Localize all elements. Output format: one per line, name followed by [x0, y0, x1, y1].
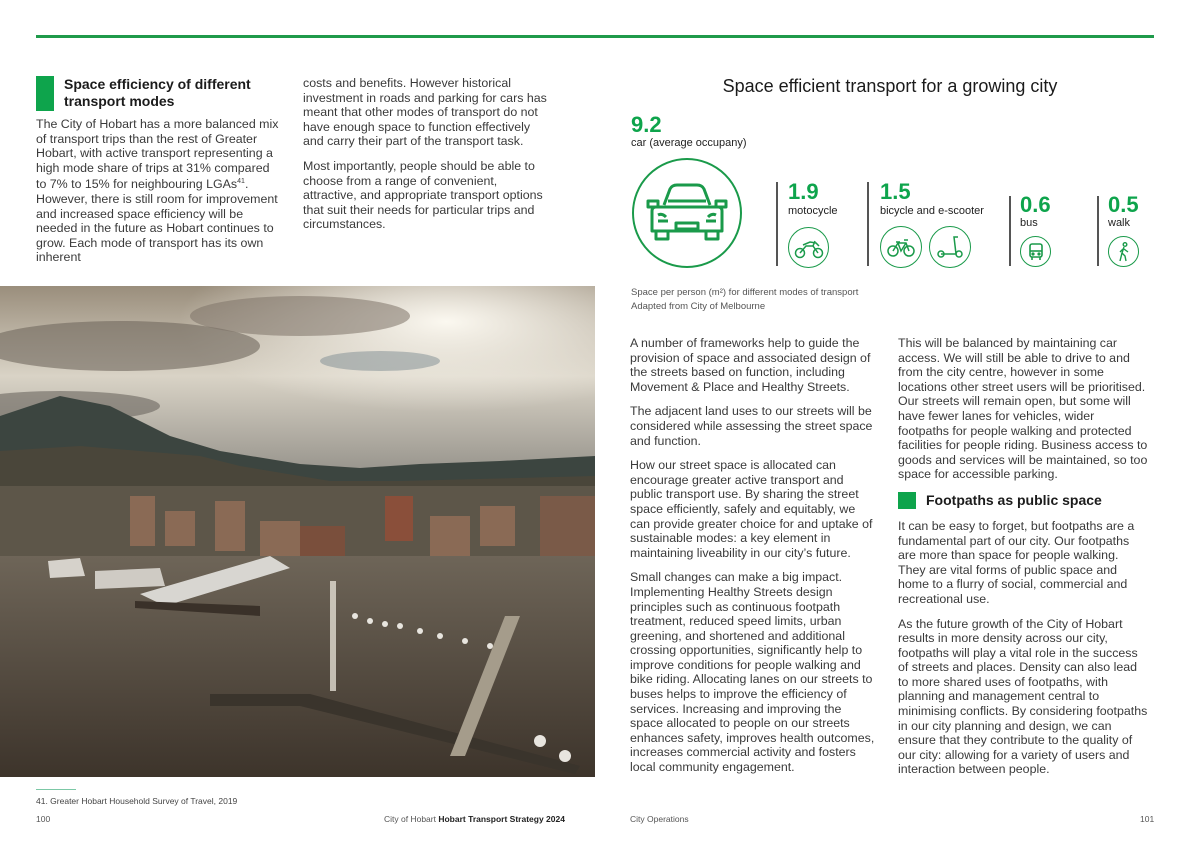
car-value: 9.2: [631, 112, 662, 137]
caption-source: Adapted from City of Melbourne: [631, 301, 766, 312]
car-icon: [644, 183, 730, 243]
divider: [867, 182, 869, 266]
paragraph: costs and benefits. However historical investment in roads and parking for cars has meant that other modes of transport do not have enough space to function effectively and carry their part of the transport task.: [303, 76, 547, 149]
infographic-title: Space efficient transport for a growing city: [722, 76, 1058, 96]
paragraph: It can be easy to forget, but footpaths are a fundamental part of our city. Our footpaths are more than space for people walking. They are vital forms of public space and home to a flurry of social, commercial and recreational use.: [898, 518, 1135, 606]
page-number-right: 101: [1140, 814, 1155, 824]
right-column-1: [630, 336, 875, 785]
page-number-left: 100: [36, 814, 51, 824]
paragraph: How our street space is allocated can encourage greater active transport and public transport use. By sharing the street space efficiently, safely and equitably, we can provide greater choice for and uptake of sustainable modes: a key element in maintaining liveability in our city’s future.: [630, 458, 873, 560]
bus-label: bus: [1020, 217, 1038, 229]
caption-line: Space per person (m²) for different modes of transport: [631, 287, 859, 298]
paragraph: This will be balanced by maintaining car access. We will still be able to drive to and from the city centre, however in some locations other street users will be prioritised. Our streets will remain open, but some will have fewer lanes for vehicles, wider footpaths for people walking and protected facilities for people riding. Business access to goods and services will be maintained, so too space for accessible parking.: [898, 336, 1148, 482]
heading-text: Footpaths as public space: [926, 491, 1102, 508]
e-scooter-icon-circle: [929, 226, 971, 268]
heading-marker: [898, 492, 916, 509]
left-column-2: [303, 76, 548, 242]
paragraph: Most importantly, people should be able to choose from a range of convenient, attractive, and appropriate transport options that suit their needs for particular trips and circumstances.: [303, 158, 543, 232]
bicycle-label: bicycle and e-scooter: [880, 205, 984, 217]
footer-section: City Operations: [630, 814, 689, 824]
motorcycle-icon-circle: [788, 227, 829, 268]
footer-title: Hobart Transport Strategy 2024: [438, 814, 565, 824]
heading-text: Space efficiency of different transport modes: [64, 76, 251, 109]
bicycle-icon: [887, 237, 915, 257]
footer-org: City of Hobart: [384, 814, 436, 824]
e-scooter-icon: [936, 235, 964, 259]
divider: [776, 182, 778, 266]
top-rule: [36, 35, 1154, 38]
footnote-rule: [36, 789, 76, 790]
walk-value: 0.5: [1108, 192, 1139, 217]
footnote-ref: 41: [237, 178, 245, 186]
section-heading-space-efficiency: [36, 76, 281, 111]
motorcycle-label: motocycle: [788, 205, 838, 217]
paragraph: A number of frameworks help to guide the provision of space and associated design of the streets based on function, including Movement & Place and Healthy Streets.: [630, 336, 871, 394]
paragraph: The City of Hobart has a more balanced mix of transport trips than the rest of Greater Hobart, with active transport representing a high mode share of trips at 31% compared to 7% to 15% for neighbouring LGAs$^{41}$. However, there is still room for improvement and increased space efficiency will be needed in the future as Hobart continues to grow. Each mode of transport has its own inherent: [36, 117, 279, 265]
hobart-aerial-photo: [0, 286, 595, 777]
paragraph-text: However, there is still room for improvement and increased space efficiency will be needed in the future as Hobart continues to grow. Each mode of transport has its own inherent: [36, 192, 278, 265]
bicycle-icon-circle: [880, 226, 922, 268]
infographic-caption: [631, 286, 858, 314]
photo-illustration: [0, 286, 595, 777]
car-label: car (average occupany): [631, 137, 747, 149]
bus-icon: [1028, 243, 1044, 261]
paragraph: As the future growth of the City of Hobart results in more density across our city, footpaths will play a vital role in the success of streets and places. Density can also lead to more shared uses of footpaths, with planning and management central to minimising conflicts. By considering footpaths in our city planning and design, we can ensure that they contribute to the quality of our city: allowing for a variety of users and interaction between people.: [898, 616, 1148, 777]
left-column-1: [36, 76, 281, 275]
bus-value: 0.6: [1020, 192, 1051, 217]
footnote: 41. Greater Hobart Household Survey of Travel, 2019: [36, 796, 238, 806]
divider: [1097, 196, 1099, 266]
divider: [1009, 196, 1011, 266]
heading-marker: [36, 76, 54, 111]
car-icon-circle: [632, 158, 742, 268]
footer-document-title: [384, 814, 565, 824]
paragraph: Small changes can make a big impact. Implementing Healthy Streets design principles such as continuous footpath treatment, reduced speed limits, urban greening, and shortened and additional crossing opportunities, significantly help to improve conditions for people walking and bike riding. Allocating lanes on our streets to buses helps to improve the efficiency of services. Increasing and improving the space allocated to people on our streets enhances safety, improves health outcomes, increases commercial activity and fosters local community engagement.: [630, 570, 875, 775]
motorcycle-icon: [794, 237, 824, 259]
section-heading-footpaths: [898, 492, 1148, 509]
paragraph-text: The City of Hobart has a more balanced mix of transport trips than the rest of Greater Hobart, with active transport representing a high mode share of trips at 31% compared to 7% to 15% for neighbouring LGAs: [36, 117, 279, 192]
walk-label: walk: [1108, 217, 1131, 229]
walk-icon: [1116, 242, 1132, 262]
right-column-2: [898, 336, 1148, 787]
walk-icon-circle: [1108, 236, 1139, 267]
bicycle-value: 1.5: [880, 179, 911, 204]
bus-icon-circle: [1020, 236, 1051, 267]
paragraph: The adjacent land uses to our streets will be considered while assessing the street space and function.: [630, 404, 873, 448]
motorcycle-value: 1.9: [788, 179, 819, 204]
